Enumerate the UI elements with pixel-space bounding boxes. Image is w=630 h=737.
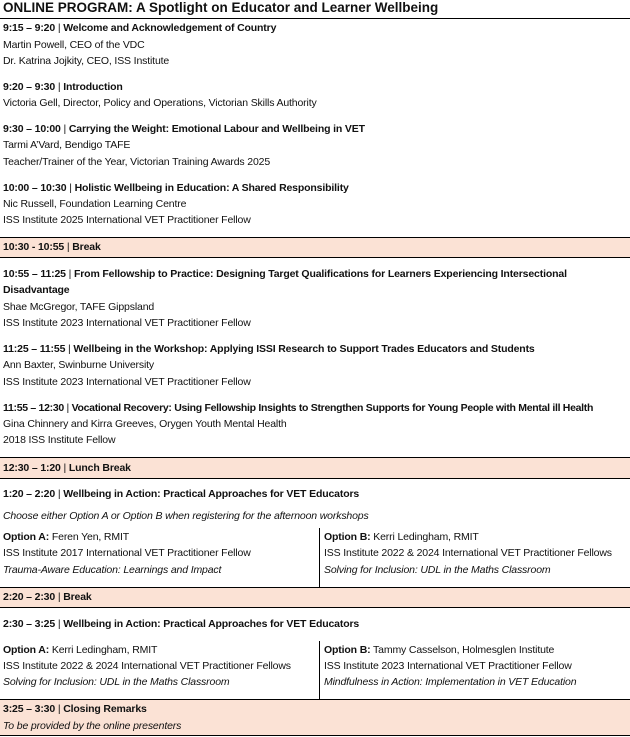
break-heading (3, 590, 92, 604)
option-b-topic: Mindfulness in Action: Implementation in VET Education (324, 676, 577, 688)
separator: | (63, 402, 72, 414)
session-speaker: Shae McGregor, TAFE Gippsland (3, 301, 155, 313)
option-presenter: Tammy Casselson, Holmesglen Institute (370, 644, 555, 656)
session-heading (3, 80, 123, 94)
option-a-presenter (3, 643, 157, 657)
session-heading (3, 267, 567, 281)
session-speaker: Martin Powell, CEO of the VDC (3, 39, 145, 51)
column-divider (319, 528, 320, 588)
break-heading (3, 240, 101, 254)
break-title: Break (63, 591, 92, 603)
session-title: Vocational Recovery: Using Fellowship Insights to Strengthen Supports for Young People with Mental ill Health (71, 402, 594, 414)
closing-heading (3, 702, 147, 716)
workshop-heading (3, 617, 359, 631)
page-title: ONLINE PROGRAM: A Spotlight on Educator and Learner Wellbeing (3, 0, 439, 15)
session-title: Welcome and Acknowledgement of Country (63, 22, 277, 34)
session-heading (3, 181, 349, 195)
title-rule (0, 18, 630, 19)
option-a-presenter (3, 530, 129, 544)
option-b-presenter (324, 530, 479, 544)
separator: | (55, 488, 64, 500)
separator: | (55, 81, 64, 93)
option-presenter: Feren Yen, RMIT (49, 531, 129, 543)
session-speaker: Tarmi A’Vard, Bendigo TAFE (3, 139, 131, 151)
session-time: 9:15 – 9:20 (3, 22, 56, 34)
session-time: 11:55 – 12:30 (3, 402, 64, 414)
session-speaker: Dr. Katrina Jojkity, CEO, ISS Institute (3, 55, 170, 67)
session-title: Introduction (63, 81, 123, 93)
session-time: 11:25 – 11:55 (3, 343, 66, 355)
column-divider (319, 641, 320, 700)
option-a-fellow: ISS Institute 2017 International VET Practitioner Fellow (3, 547, 251, 559)
session-title: Carrying the Weight: Emotional Labour and Wellbeing in VET (68, 123, 365, 135)
session-heading (3, 122, 365, 136)
separator: | (55, 591, 64, 603)
separator: | (65, 268, 74, 280)
workshop-title: Wellbeing in Action: Practical Approaches for VET Educators (63, 488, 360, 500)
session-title: Wellbeing in the Workshop: Applying ISSI Research to Support Trades Educators and Students (73, 343, 535, 355)
option-b-fellow: ISS Institute 2022 & 2024 International VET Practitioner Fellows (324, 547, 612, 559)
break-title: Break (72, 241, 101, 253)
option-label: Option B: (324, 644, 371, 656)
option-b-presenter (324, 643, 554, 657)
option-b-topic: Solving for Inclusion: UDL in the Maths Classroom (324, 564, 551, 576)
option-a-fellow: ISS Institute 2022 & 2024 International VET Practitioner Fellows (3, 660, 291, 672)
separator: | (66, 182, 75, 194)
session-affiliation: ISS Institute 2023 International VET Practitioner Fellow (3, 317, 251, 329)
session-time: 10:00 – 10:30 (3, 182, 67, 194)
separator: | (60, 123, 69, 135)
separator: | (55, 618, 64, 630)
separator: | (64, 241, 73, 253)
session-affiliation: 2018 ISS Institute Fellow (3, 434, 116, 446)
option-label: Option A: (3, 531, 50, 543)
session-speaker: Gina Chinnery and Kirra Greeves, Orygen Youth Mental Health (3, 418, 287, 430)
option-label: Option A: (3, 644, 50, 656)
session-time: 9:20 – 9:30 (3, 81, 56, 93)
session-time: 10:55 – 11:25 (3, 268, 66, 280)
option-presenter: Kerri Ledingham, RMIT (49, 644, 158, 656)
session-heading (3, 21, 276, 35)
workshop-title: Wellbeing in Action: Practical Approaches for VET Educators (63, 618, 360, 630)
break-time: 12:30 – 1:20 (3, 462, 61, 474)
break-heading (3, 461, 131, 475)
session-title: Holistic Wellbeing in Education: A Shared Responsibility (74, 182, 349, 194)
closing-time: 3:25 – 3:30 (3, 703, 56, 715)
workshop-heading (3, 487, 359, 501)
separator: | (65, 343, 74, 355)
session-speaker: Ann Baxter, Swinburne University (3, 359, 155, 371)
option-a-topic: Solving for Inclusion: UDL in the Maths Classroom (3, 676, 230, 688)
closing-title: Closing Remarks (63, 703, 147, 715)
session-affiliation: ISS Institute 2023 International VET Practitioner Fellow (3, 376, 251, 388)
session-title-continued: Disadvantage (3, 284, 70, 296)
session-speaker: Nic Russell, Foundation Learning Centre (3, 198, 187, 210)
separator: | (55, 703, 64, 715)
separator: | (60, 462, 69, 474)
option-label: Option B: (324, 531, 371, 543)
break-time: 10:30 - 10:55 (3, 241, 65, 253)
break-title: Lunch Break (68, 462, 131, 474)
closing-note: To be provided by the online presenters (3, 720, 182, 732)
break-time: 2:20 – 2:30 (3, 591, 56, 603)
workshop-time: 1:20 – 2:20 (3, 488, 56, 500)
separator: | (55, 22, 64, 34)
option-presenter: Kerri Ledingham, RMIT (370, 531, 479, 543)
option-a-topic: Trauma-Aware Education: Learnings and Impact (3, 564, 222, 576)
session-affiliation: ISS Institute 2025 International VET Practitioner Fellow (3, 214, 251, 226)
session-time: 9:30 – 10:00 (3, 123, 61, 135)
session-heading (3, 342, 535, 356)
break-row (0, 587, 630, 608)
session-affiliation: Teacher/Trainer of the Year, Victorian Training Awards 2025 (3, 156, 271, 168)
session-heading (3, 401, 593, 415)
session-title: From Fellowship to Practice: Designing Target Qualifications for Learners Experiencing Intersectional (73, 268, 567, 280)
workshop-time: 2:30 – 3:25 (3, 618, 56, 630)
session-speaker: Victoria Gell, Director, Policy and Operations, Victorian Skills Authority (3, 97, 317, 109)
option-b-fellow: ISS Institute 2023 International VET Practitioner Fellow (324, 660, 572, 672)
workshop-note: Choose either Option A or Option B when registering for the afternoon workshops (3, 510, 369, 522)
